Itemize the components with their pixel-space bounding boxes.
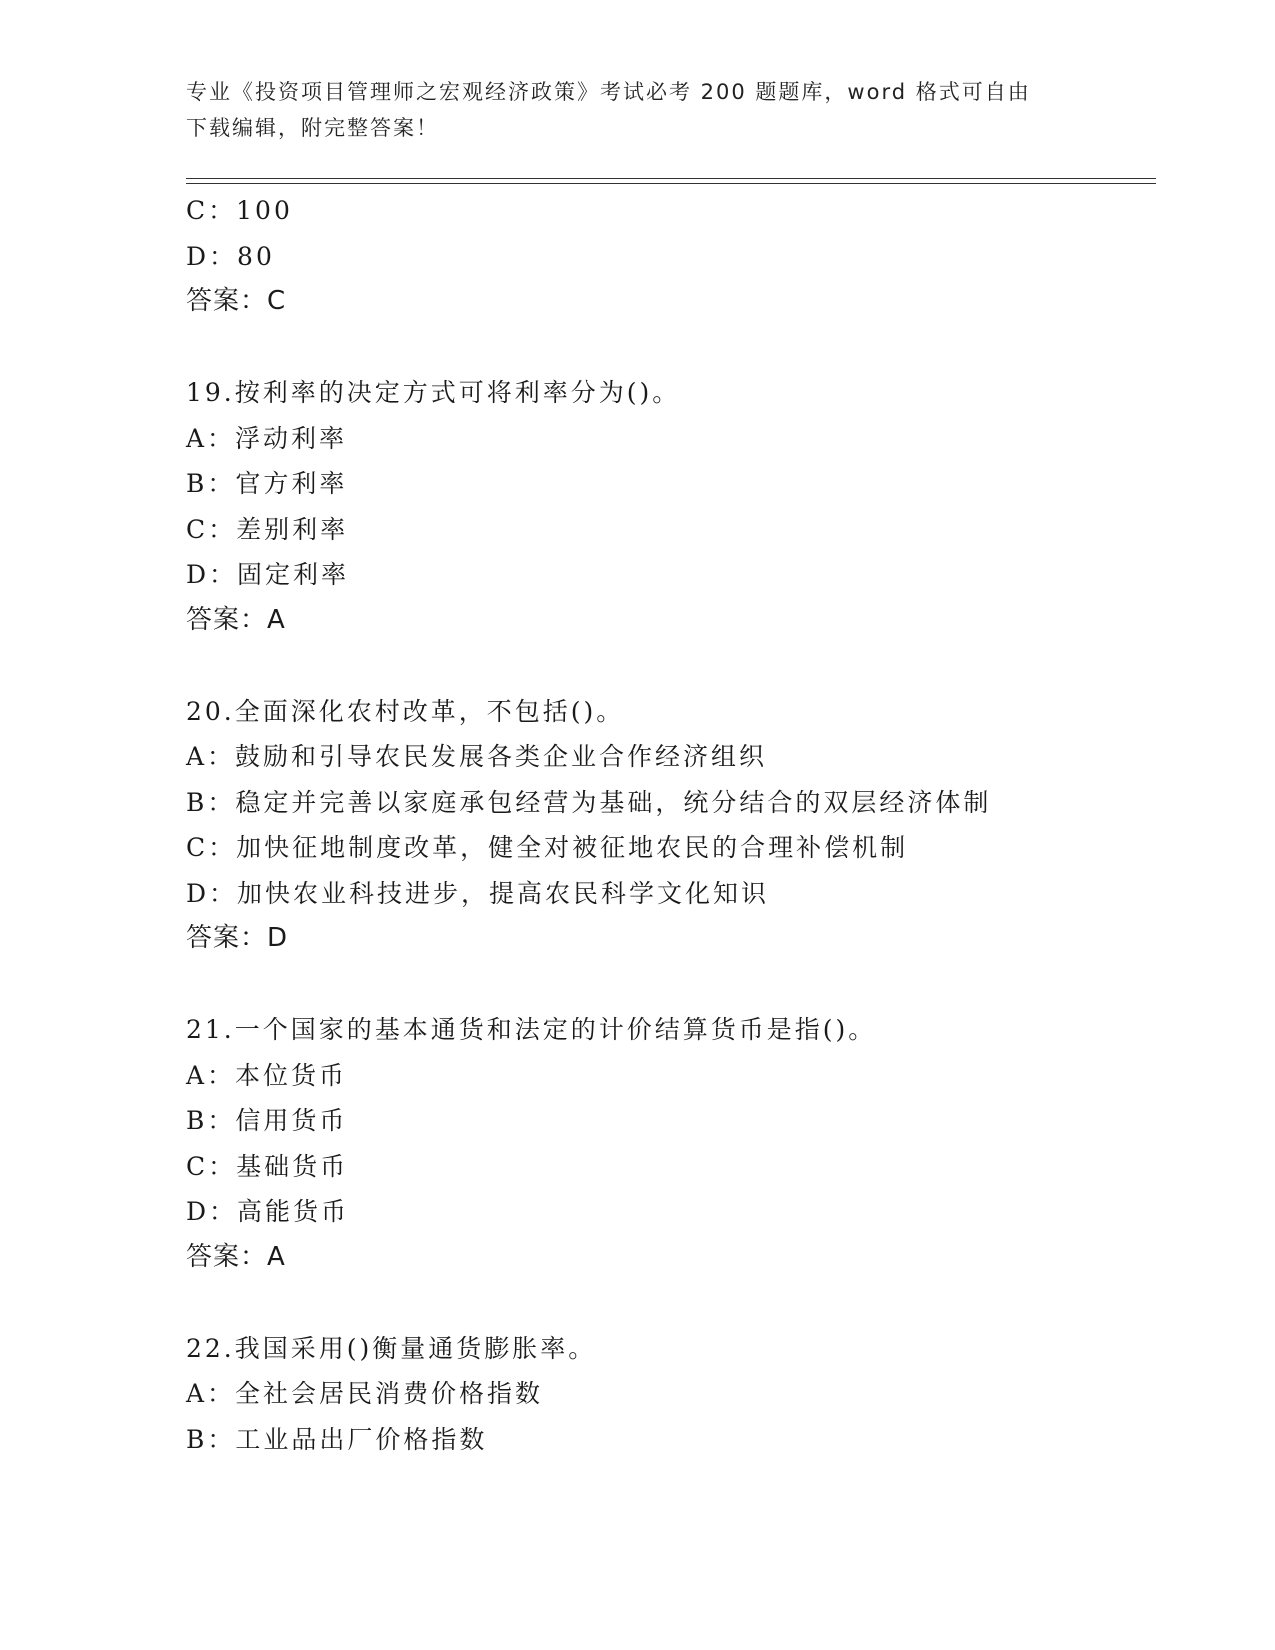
answer: 答案：A [186, 1241, 286, 1272]
option-a: A：本位货币 [186, 1060, 348, 1090]
question-text: 20.全面深化农村改革，不包括()。 [186, 696, 625, 726]
header-line-1: 专业《投资项目管理师之宏观经济政策》考试必考 200 题题库，word 格式可自由 [186, 80, 1031, 104]
spacer [186, 962, 1166, 1008]
option-d: D：高能货币 [186, 1197, 350, 1226]
spacer [186, 643, 1166, 689]
option-b: B：官方利率 [186, 469, 348, 498]
document-header [186, 74, 1066, 146]
option-b: B：稳定并完善以家庭承包经营为基础，统分结合的双层经济体制 [186, 787, 992, 817]
question-list [186, 188, 1166, 1462]
question-block-20 [186, 689, 1166, 962]
option-c: C：加快征地制度改革，健全对被征地农民的合理补偿机制 [186, 833, 909, 862]
question-text: 19.按利率的决定方式可将利率分为()。 [186, 378, 681, 407]
option-a: A：全社会居民消费价格指数 [186, 1379, 544, 1408]
question-text: 21.一个国家的基本通货和法定的计价结算货币是指()。 [186, 1015, 877, 1044]
answer: 答案：C [186, 286, 287, 316]
header-divider-top [186, 178, 1156, 179]
option-d: D：80 [186, 241, 275, 271]
option-a: A：浮动利率 [186, 423, 348, 453]
answer: 答案：D [186, 923, 289, 953]
question-block-18 [186, 188, 1166, 325]
option-d: D：固定利率 [186, 560, 350, 589]
option-d: D：加快农业科技进步，提高农民科学文化知识 [186, 878, 770, 908]
option-c: C：差别利率 [186, 514, 349, 544]
option-a: A：鼓励和引导农民发展各类企业合作经济组织 [186, 742, 768, 771]
answer: 答案：A [186, 604, 286, 635]
header-divider-bottom [186, 183, 1156, 184]
spacer [186, 325, 1166, 371]
question-block-19 [186, 370, 1166, 643]
option-c: C：100 [186, 196, 293, 225]
question-block-22 [186, 1326, 1166, 1463]
option-b: B：工业品出厂价格指数 [186, 1424, 488, 1454]
header-line-2: 下载编辑，附完整答案！ [186, 116, 439, 140]
question-block-21 [186, 1007, 1166, 1280]
spacer [186, 1280, 1166, 1326]
option-b: B：信用货币 [186, 1106, 348, 1135]
question-text: 22.我国采用()衡量通货膨胀率。 [186, 1333, 597, 1363]
option-c: C：基础货币 [186, 1151, 349, 1181]
